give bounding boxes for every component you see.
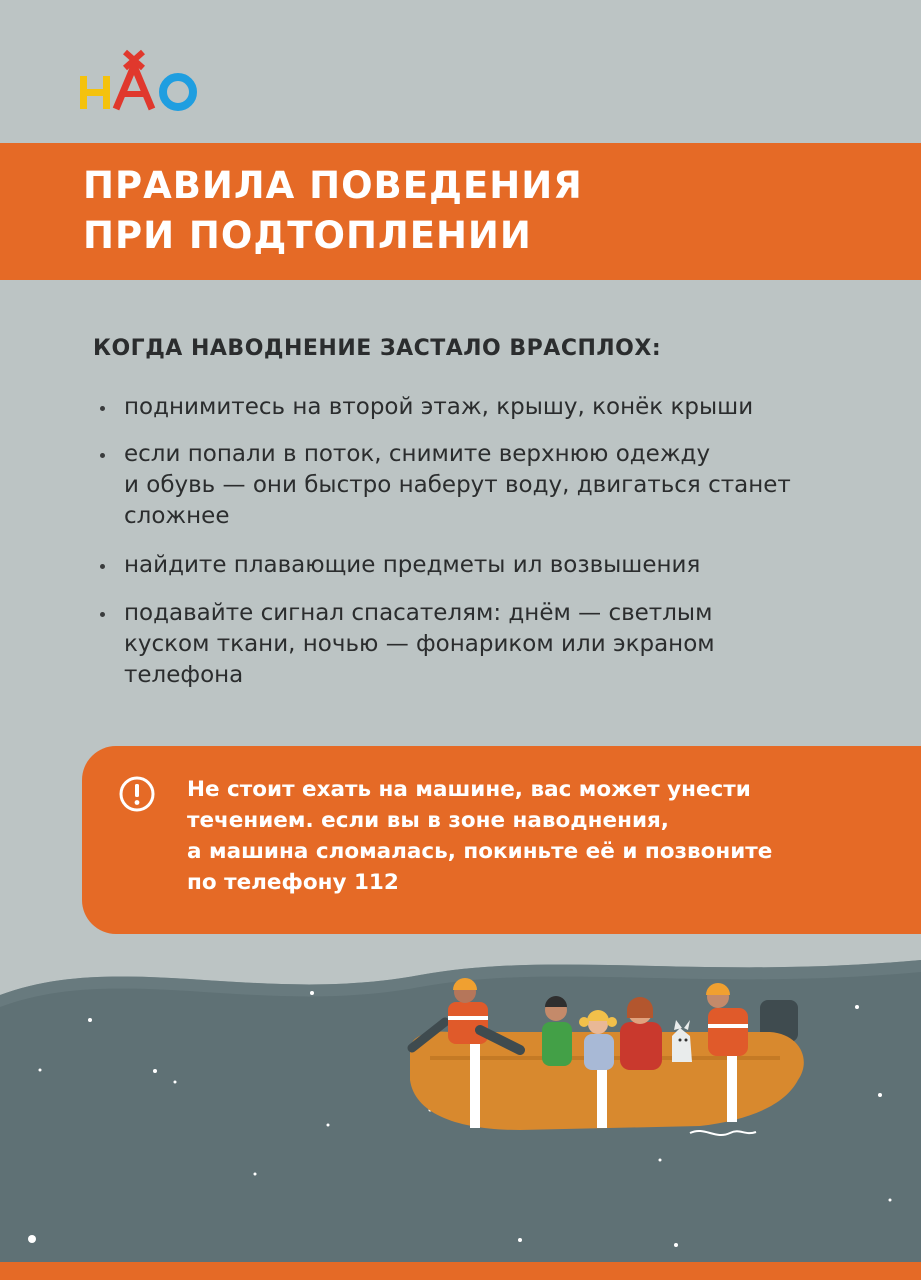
bullet-dot — [100, 406, 105, 411]
nao-logo — [78, 46, 202, 116]
page-title-line-1: ПРАВИЛА ПОВЕДЕНИЯ — [83, 164, 583, 207]
bottom-accent-strip — [0, 1262, 921, 1280]
list-item-text: найдите плавающие предметы ил возвышения — [124, 552, 701, 578]
bullet-dot — [100, 564, 105, 569]
passenger-girl — [579, 1010, 617, 1070]
bullet-dot — [100, 612, 105, 617]
page-title-line-2: ПРИ ПОДТОПЛЕНИИ — [83, 214, 532, 257]
warning-text: Не стоит ехать на машине, вас может унести течением. если вы в зоне наводнения, а машина сломалась, покиньте её и позвоните по телефону 112 — [187, 777, 773, 895]
logo-letter-a — [116, 52, 152, 109]
rescue-boat-illustration — [0, 950, 921, 1280]
logo-letter-o — [163, 77, 193, 107]
boat-stripe — [470, 1038, 480, 1128]
list-item-text: если попали в поток, снимите верхнюю одежду и обувь — они быстро наберут воду, двигаться станет сложнее — [124, 441, 791, 529]
list-item-text: подавайте сигнал спасателям: днём — светлым куском ткани, ночью — фонариком или экраном телефона — [124, 600, 715, 688]
bullet-dot — [100, 453, 105, 458]
logo-letter-n — [80, 76, 110, 109]
section-heading: КОГДА НАВОДНЕНИЕ ЗАСТАЛО ВРАСПЛОХ: — [93, 336, 662, 361]
list-item-text: поднимитесь на второй этаж, крышу, конёк крыши — [124, 394, 754, 420]
exclamation-circle-icon — [118, 775, 156, 813]
